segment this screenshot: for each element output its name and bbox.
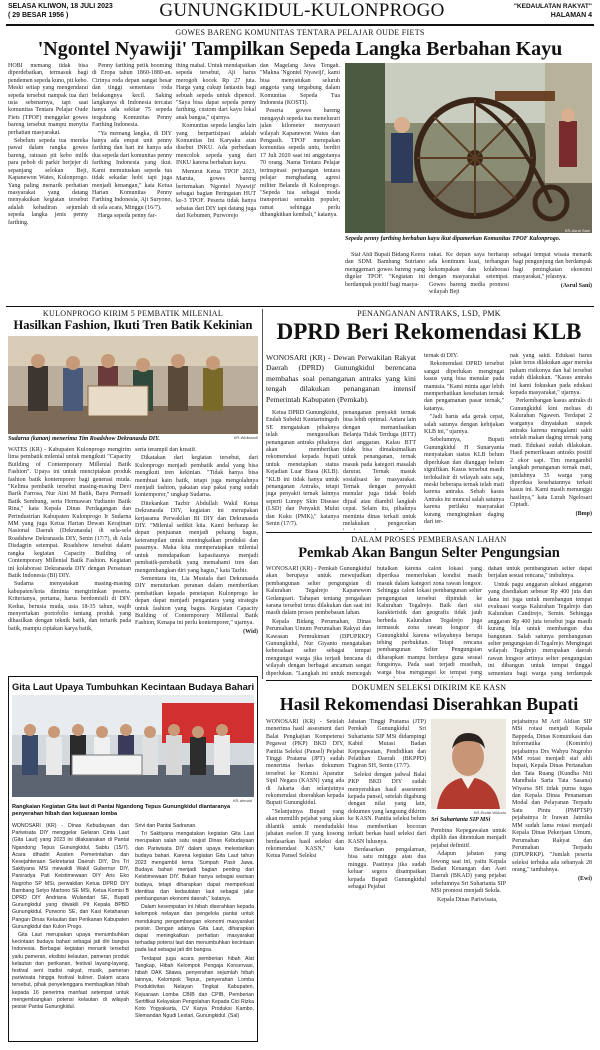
divider-3 <box>266 680 592 681</box>
art6-c3-p1: Pembina Kepegawaian untuk dipilih dan ditentukan menjadi pejabat definitif. <box>431 828 506 849</box>
art1-col3 <box>176 63 256 303</box>
divider-1 <box>6 306 594 307</box>
art6-c4-p1: pejabatnya M Arif Aldian SIP MSi rotasi menjadi Kepala Bappeda, Dinas Komunikasi dan Informatika (Kominfo) pejabatnya Drs Wahyu Nugroho MM rotasi menjadi staf ahli bupati, Kepala Dinas Pertanahan dan Tata Ruang (Kundha Niti Mandhala Sarta Tata Sasana) Wiyarsa SH tidak purna tugas dan Kepala Dinas Penanaman Modal dan Pelayanan Terpadu Satu Pintu (PMPTSP) pejabatnya Ir Irawan Jatmika MM sudah lama rotasi menjadi Kepala Dinas Pekerjaan Umum, Perumahan Rakyat dan Perumahan Terpadu (DPUPRKP). "Jumlah peserta seleksi terbuka ada sebanyak 28 orang," tambahnya. <box>512 719 592 874</box>
art3-c3-p3: "Jadi harus ada gerak cepat, salah satunya dengan kebijakan KLB ini," ujarnya. <box>424 414 504 436</box>
art2-c2-p1: serta terampil dan kreatif. <box>135 447 197 453</box>
art3-col2 <box>343 410 416 530</box>
art5-c2-p2: Tri Saktiyana mengatakan kegiatan Gita Laut merupakan salah satu wujud Dinas Kebudayaan dan Pariwisata DIY dalam upaya melestarikan budaya bahari. Karena kegiatan Gita Laut tahun 2023 mengambil tema 'Sumpah Pasir Jawa. Budaya bahari menjadi bagian penting dari Keistimewaan DIY. Bukan hanya sebagai warisan budaya, tetapi diharapkan dapat memperkuat identitas dan kedaulatan laut sebagai jalur pembangunan ekonomi daerah," katanya. <box>135 831 254 903</box>
art1-col4 <box>260 63 340 303</box>
art6-c1-p1: WONOSARI (KR) - Setelah menerima hasil assesment dari Balai Pengkajian Kompetensi Pegawai (PKP) BKD DIY, Panitia Seleksi (Pansel) Pejabat Tinggi Pratama (JPT) sudah menerima berkas dokumen tersebut ke Komisi Aparatur Sipil Negara (KASN) yang ada di Jakarta dan selanjutnya rekomendasi diserahkan kepada Bupati Gunungkidul. <box>266 719 344 807</box>
art3-c3-p1: ternak di DIY. <box>424 353 459 359</box>
art5-col1 <box>12 823 129 1038</box>
art3-c4-p2: Perkembangan kasus antraks di Gunungkidul kini meluas di Kalurahan Ngawen. Terdapat 2 warganya dinyatakan suspek antraks karena mengalami sakit setelah makan daging ternak yang mati. Edukasi sudah dilakukan. Hasil pemeriksaan antraks positif 2 ekor sapi. Tim mengambil langkah penanganan ternak mati, jumlahnya 35 warga yang diperiksa kesehatannya terkait kasus ini. Kami masih menunggu hasilnya," kata Lurah Ngelosari Ciptadi. <box>510 398 592 509</box>
portrait-illustration <box>431 719 506 809</box>
art1-c7-byline: (Asrul Sani) <box>560 282 592 289</box>
art5-c2-p3: Dalam kesempatan ini hibah diserahkan kepada kelompok nelayan dan pengelola pantai untuk mendukung pengembangan ekonomi masyarakat pesisir. Dengan adanya Gita Laut, diharapkan dapat meningkatkan perhatian masyarakat terhadap potensi laut dan menumbuhkan kecintaan pada laut sebagai jati diri bangsa. <box>135 904 254 954</box>
art6-c3-p2: Adapun jabatan yang lowong saat ini, yaitu Kepala Badan Keuangan dan Aset Daerah (BKAD) yang pejabat sebelumnya Sri Suhartanta SIP MSi promosi menjadi Sekda. <box>431 851 506 895</box>
art2-photo-credit: KR-Widiastuti <box>233 435 258 440</box>
art5-photo-credit: KR-ahmad <box>232 798 252 803</box>
art2-c2-p4: Sementara itu, Lia Mustafa dari Dekranasda DIY menuturkan peranan dalam memberikan pembatikan kepada penetapan Kulonprogo ke depan dapat menjadi pengantara yang strategis untuk fashion yang bagus. Kegiatan Capacity Building of Contemporary Millenial Batik Fashion, Kenapa ini perlu kontemporer," ujarnya. <box>135 575 258 627</box>
art1-col7 <box>513 252 592 304</box>
art6-c1-p2: "Selanjutnya Bupati yang akan memilih pejabat yang akan dilantik untuk mendudukki jabatan eselon II yang kosong berdasarkan hasil seleksi dan rekomendasi KASN," kata Ketua Pansel Seleksi <box>266 808 344 860</box>
art6-col1 <box>266 719 344 1042</box>
art1-col2 <box>92 63 172 303</box>
art5-headline: Gita Laut Upaya Tumbuhkan Kecintaan Budaya Bahari <box>12 681 255 692</box>
art5-c1-p2: Gita Laut merupakan upaya menumbuhkan kecintaan budaya bahari sebagai jati diri bangsa Indonesia. Berbagai kegiatan menarik tersebut yaitu pameran, eksibisi kelautan, pameran produk kelautan dan perikanan, festival layang-layang, festival seni tradisi rakyat, musik, pameran pariwisata hingga festival kuliner. Dalam acara tersebut, pihak penyelenggara membagikan hibah kepada 16 penerima manfaat setempat untuk mengembangkan potensi kelautan di wilayah pesisir Pantai Gunungkidul. <box>12 932 129 1011</box>
art3-lead: WONOSARI (KR) - Dewan Perwakilan Rakyat Daerah (DPRD) Gunungkidul berencana membahas soal penanganan antraks yang kini tengah dilakukan penanganan intensif Pemerintah Kabupaten (Pemkab). <box>266 353 416 404</box>
art3-c1-p1: Ketua DPRD Gunungkidul, Endah Subekti Kuntariningsih SE mengatakan pihaknya telah mengusulkan penanganan antraks pihaknya akan memberikan rekomendasi kepada bupati untuk menetapkan status Kejadian Luar Biasa (KLB). "KLB ini tidak hanya untuk penanganan Antraks, tetapi juga penyakit ternak lainnya seperti Lumpy Skin Disease (LSD) dan Penyakit Mulut dan Kuku (PMK)," katanya Senin (17/7). <box>266 410 339 528</box>
art6-caption: Sri Suhartanta SIP MSi <box>431 817 491 823</box>
art1-c1-p1: HOBI memang tidak bisa diperdebatkan, termasuk bagi pendemen sepeda kuno, pit kebo. Meski setiap yang mengendarai sepeda tersebut nampak tua dari usia sebenarnya, tapi saat komunitas Tentara Pelajar Oude Fiets (TPOF) menggelar gowes bareng tersebut mampu menyita perhatian masyarakat. <box>8 63 88 136</box>
art3-headline: DPRD Beri Rekomendasi KLB <box>276 319 582 344</box>
art1-c2-p2: "Ya memang langka, di DIY hanya ada empat unit penny farthing dan hari ini hanya ada dua sepeda dari komunitas penny farthing Indonesia yang ikut. Kami memutuskan sepeda tua tidak sekadar hobi tapi juga menjadi kenangan," kata Ketua Harian Komunitas Penny Farthing Indonesia, Aji Suryono, di sela acara, Minggu (16/7). <box>92 130 172 211</box>
art6-col2 <box>348 719 426 1042</box>
masthead-rule <box>6 24 594 26</box>
art1-c1-p2: Sebelum sepeda tua mereka pawai dalam rangka gowes bareng, ratusan pit kebo milik para peboh di parkir berjejer di sepanjang selokan Beji, Kapanewon Wates, Kulonprogo. Yang paling menarik perhatian masyarakat yang datang menyaksikan kegiatan tersebut adalah kehadiran sejumlah sepeda langka jenis penny farthing. <box>8 138 88 226</box>
penny-farthing-illustration <box>345 63 592 233</box>
art2-photo-roadshow <box>8 336 258 434</box>
art1-col5 <box>345 252 425 304</box>
art2-c1-p2: Sudarna menyatakan masing-masing kabupaten/kota diminta mengirimkan peserta. Kriterianya, pertama, harus berdomisili di DIY. Kedua, berusia muda, usia 18-35 tahun, wajib menyertakan portofolio tentang produk yang dihasilkan dengan teknik batik, dan tertarik pada batik, mampu ciptakan karya batik, <box>8 581 131 632</box>
art2-headline: Hasilkan Fashion, Ikuti Tren Batik Kekinian <box>13 318 253 332</box>
art2-kicker: KULONPROGO KIRIM 5 PEMBATIK MILENIAL <box>42 309 224 318</box>
art1-kicker: GOWES BARENG KOMUNITAS TENTARA PELAJAR OUDE FIETS <box>175 28 425 37</box>
art5-c2-p1: Srivi dan Pantai Sadranan. <box>135 823 197 829</box>
art6-headline: Hasil Rekomendasi Diserahkan Bupati <box>279 694 579 714</box>
art2-col2 <box>135 447 258 671</box>
art1-col6 <box>429 252 509 304</box>
art1-col1 <box>8 63 88 303</box>
art6-c2-p1: Jabatan Tinggi Pratama (JTP) Pemkab Gunungkidul Sri Suhartanta SIP MSi didampingi Kabid Mutasi Badan Kepegawaian, Pendidikan dan Pelatihan Daerah (BKPPD) Tugiran SH, Senin (17/7). <box>348 719 426 770</box>
art4-col1 <box>266 566 371 678</box>
art3-c4-byline: (Bmp) <box>575 510 592 517</box>
art1-photo-penny-farthing <box>345 63 592 233</box>
roadshow-illustration <box>8 336 258 434</box>
vdivider-left <box>262 309 263 679</box>
art1-c4-p1: dan Magelang Jawa Tengah. "Makna 'Ngontel Nyawiji', kami bisa menyatukan seluruh anggota yang tergabung dalam Komunitas Sepeda Tua Indonesia (KOSTI). <box>260 63 340 107</box>
art1-headline: 'Ngontel Nyawiji' Tampilkan Sepeda Langka Berbahan Kayu <box>37 38 563 60</box>
art6-col3 <box>431 828 506 1042</box>
art5-col2 <box>135 823 254 1038</box>
art6-c2-p3: Berdasarkan pengalaman, bisa satu minggu atau dua minggu. Pastinya jika sudah keluar segera disampaikan kepada Bupati Gunungkidul sebagai Pejabat <box>348 846 426 890</box>
masthead-date-alt: ( 29 BESAR 1956 ) <box>8 12 69 19</box>
art5-caption: Rangkaian Kegiatan Gita laut di Pantai Ngandong Tepus Gunungkidul diantaranya penyerahan hibah dan kejuaraan lomba <box>12 804 231 817</box>
art6-c2-p2: Seleksi dengan jadwal Balai PKP BKD DIY sudah menyerahkan hasil assesment kepada pansel, setelah digabung dengan nilai yang lain, dokumen yang langsung dikirim ke KASN. Panitia seleksi belum bisa memberikan bocoran terkait berkas hasil seleksi dari KASN lulusnya. <box>348 771 426 845</box>
art1-photo-credit: KR-Asrul Sani <box>564 228 590 233</box>
art1-c3-p1: thing mahal. Untuk mendapatkan sepeda tersebut, Aji harus merogoh kocek Rp 27 juta. Harga yang cukup fantastis bagi sebuah sepeda untuk dipencel. "Saya bisa dapat sepeda penny farthing, custom dari kayu lokal anak bangsa," ujarnya. <box>176 63 256 121</box>
art3-c3-p2: Rekomendasi DPRD tersebut sangat diperlukan mengingat kasus yang bisa menular pada manusia. "Kami minta agar lebih memperhatikan kesehatan ternak dan pengamanan pasar ternak," katanya. <box>424 361 504 412</box>
art4-col2 <box>377 566 482 678</box>
art6-kicker: DOKUMEN SELEKSI DIKIRIM KE KASN <box>351 683 507 692</box>
art4-kicker: DALAM PROSES PEMBEBASAN LAHAN <box>351 535 507 544</box>
masthead-publication: "KEDAULATAN RAKYAT" <box>513 3 592 10</box>
art2-col1 <box>8 447 131 671</box>
art1-c2-p1: Penny farthing petik booming di Eropa tahun 1860-1880-an. Cirinya roda depan sangat besar dan tinggi sementara roda belakangnya kecil. Saking langkanya di Indonesia tercatat hanya ada sekitar 75 sepeda tergabung Komunitas Penny Farthing Indonesia. <box>92 63 172 129</box>
gita-laut-illustration <box>12 695 254 797</box>
art2-caption: Sudarna (kanan) menerima Tim Roadshow Dekranasda DIY. <box>8 436 160 442</box>
art3-c2-p1: penanganan penyakit ternak bisa lebih optimal. Antara lain dengan memanfaatkan Belanja Tidak Terduga (BTT) dari anggaran. Kalau BTT tidak bisa dimaksimalkan untuk penanganan, ternak masuk pada kategori masalah darurat. Ternak masuk sosialisasi ke masyarakat. Ternak dengan penyakit menular juga tidak boleh dijual atau diambil langkah cepat. Selain itu, pihaknya meminta dinas terkait untuk melakukan pengecekan <box>343 410 416 528</box>
art3-c1-p2 <box>266 530 339 531</box>
art4-c2-p1: butalkan karena calon lokasi yang diperiksa memerlukan kondisi masih masuk dalam kategori zona rawan longsor. Sehingga calon lokasi pembangunan selter pengungsian tersebut dipindah ke Kalurahan Tegalrejo. Baik dari sisi karakteristik dan geografis tidak jauh berbeda. Kalurahan Tegalrejo juga termasuk zona rawan longsor di Gunungkidul karena wilayahnya berupa tebing perbukitan. Tetapi rencana pembangunan Selter Pengungsian diharapkan mampu berdaya guna sesuai fungsinya. Pada saat terjadi musibah, warga bisa mengungsi ke tempat yang <box>377 566 482 676</box>
art4-col3 <box>488 566 592 678</box>
masthead-date: SELASA KLIWON, 18 JULI 2023 <box>8 3 113 10</box>
art2-c2-p3: Ditekankan Tazbir Abdullah Wakil Ketua Dekranasda DIY, kegiatan ini merupakan kerjasama Perwakilan BI DIY dan Dekranasda DIY. "Milenial sedikit kita. Kami berharap ke depan penjuanan menjadi peluang bagus, keterampilan untuk meningkatkan produksi dan pasarnya. Maka kita memperatapkan milenial untuk mendapatkan kapasitasnya menjadi pembatik-pembatik yang memahami tren dan mengembangkan diri yang bagus," kata Tazbir. <box>135 500 258 574</box>
art1-caption: Sepeda penny farthing berbahan kayu ikut dipamerkan Komunitas TPOF Kulonprogo. <box>345 236 561 242</box>
art4-c3-p2: Untuk pagu anggaran alokasi anggaran yang disediakan sebesar Rp 400 juta dan dana ini juga untuk membangun tempat evakuasi warga Kalurahan Tegalrejo dan Kalurahan Candirejo, Semin. Sehingga anggaran Rp 400 juta tersebut juga masih kurang bila untuk membangun dua bangunan. Salah satunya pembangunan selter pengungsian di Tegalrejo. Mengingat wilayah Tegalrejo merupakan daerah rawan longsor artinya selter pengungsian ini dibangun untuk tempat tinggal sementara bagi warga yang terdampak <box>488 581 592 677</box>
divider-2 <box>266 532 592 533</box>
art4-c1-p1: WONOSARI (KR) - Pemkab Gunungkidul akan berupaya untuk mewujudkan pembangunan selter pengungsian di Kalurahan Tegalrejo Kapanewon Gedangsari. Tahapan tentang pengadaan sarana tersebut terus dilakukan dan saat ini masih dalam proses pembebasan lahan. <box>266 566 371 617</box>
art6-photo-credit: KR-Endar Widodo <box>473 810 506 815</box>
art5-photo-gita-laut <box>12 695 254 797</box>
art1-c6-p1: rakat. Ke depan saya berharap ada kontinum kuat, terbangun kekompakan dan kolaborasi dengan masyarakat setempat. Gowes bareng media promosi wilayah Beji <box>429 252 509 296</box>
art1-c2-p3: Harga sepeda penny far- <box>98 213 157 220</box>
art1-c3-p2: Komunitas sepeda langka lain yang berpartisipasi adalah Komunitas Ini Karyaku atau disebut INKU. Ada perbedaan mencolok sepeda yang dari INKU karena berbahan kayu. <box>176 123 256 167</box>
art3-col1 <box>266 410 339 530</box>
art2-c2-byline: (Wid) <box>243 628 258 635</box>
art6-c3-p3: Kepala Dinas Pariwisata, <box>437 896 498 903</box>
art3-col3 <box>424 353 504 530</box>
art1-c4-p2: Peserta gowes bareng mengayuh sepeda tua menelusuri jalan kilometer menyusuri wilayah Kapanewon Wates dan Pengasih. TPOF merupakan komunitas sepeda untu, berdiri 17 Juli 2020 saat ini anggotanya 70 orang. Nama Tentara Pelajar terinspirasi perjuangan tentara pelajar menghadang agresi militer Belanda di Kulonprogo. "Sepeda tua sebagai moda transportasi semakin populer, ramai sehingga perlu dibangkitkan kembali," katanya. <box>260 108 340 219</box>
art3-c3-p4: Sebelumnya, Bupati Gunungkidul H Sunaryanta menyatakan status KLB belum diperlukan dan dianggap belum signifikan. Kasus tersebut masih terlokalisir di wilayah satu saja, meski beberapa ternak telah mati karena antraks. Sebab kasus Antraks ini muncul salah satunya karena perilaku masyarakat kurang menginginkan daging dari ter- <box>424 437 504 525</box>
art4-c3-p1: dahan untuk pembangunan selter dapat berjalan sesuai rencana," imbuhnya. <box>488 566 592 580</box>
art6-c4-byline: (Ewi) <box>578 875 592 882</box>
art3-c4-p1: nak yang sakit. Edukasi harus jalan terus dilakukan agar mereka paham risikonya dan hal tersebut sudah dilakukan. "Kasus antraks ini kami fokuskan pada edukasi kepada masyarakat," ujarnya. <box>510 353 592 397</box>
art2-c2-p2: Dikatakan dari kegiatan tersebut, dari Kulonprogo menjadi pembatik andal yang bisa mengikuti tren kekinian. "Tidak hanya bisa membuat kain batik, tetapi juga mengolahnya menjadi fashion, pakaian siap pakai yang sudah kontemporer," ungkap Sudarna. <box>135 455 258 499</box>
art6-col4 <box>512 719 592 1042</box>
art2-c1-p1: WATES (KR) - Kabupaten Kulonprogo mengirim lima pembatik milenial untuk mengikuti "Capacity Building of Contemporary Millenial Batik Fashion". Upaya ini untuk menciptakan produk fashion batik kontemporer bagi generasi muda. "Kelima pembatik tersebut masing-masing Devi Barik Farrosa, Nur Aini M Batik, Bayu Permadi Batik Sembung, serta Hermawan Yudianto Batik Rina," kata Kepala Dinas Perdagangan dan Perindustrian Kabupaten Kulonprogo Ir Sudarna MM yang juga Ketua Harian Dewan Kerajinan Nasional Daerah (Dekranasda) di sela-sela Roadshow Dekranasda DIY, Senin (17/7), di Aula Disdagrin setempat. Roadshow tersebut dalam rangka kegiatan Capacity Building of Contemporary Millenial Batik Fashion. Kegiatan ini kolaborasi Dekranasda DIY dengan Persatuan Batik Indonesia (BI) DIY. <box>8 447 131 579</box>
art6-portrait-photo <box>431 719 506 809</box>
art5-c2-p4: Terdapat juga acara pemberian hibah Alat Tangkap, Hibah Kelompok Pengaja Konservasi, hibah DAK Sitawa, penyerahan sejumlah hibah lainnya, Kelompok Tepus, penyerahan Lomba Produktivitas Nelayan Tingkat Kabupaten, Kejuaraan Lomba CBIB dan CPIB, Pemberian Sertifikat Kelayakan Pengolahan Kepada Cici Rizka Koto Yogyakarta, CV Karya Produksi Kambo, Slemandan Ngudi Lestari, Gunungkidul. (Sal) <box>135 955 254 1020</box>
art1-c5-p1: Staf Ahli Bupati Bidang Keera dan SDM. Bambang Sutriano menggemari gowes bareng yang digelar TPOF. "Kegiatan ini berdampak positif bagi masya- <box>345 252 425 288</box>
art1-c7-p1: sebagai tempat wisata menarik bagi pengunjung dan berdampak bagi peningkatan ekonomi masyarakat," jelasnya. <box>513 252 592 281</box>
art3-col4 <box>510 353 592 530</box>
art4-headline: Pemkab Akan Bangun Selter Pengungsian <box>298 545 560 561</box>
masthead-title: GUNUNGKIDUL-KULONPROGO <box>159 0 445 21</box>
art1-c3-p3: Menurut Ketua TPOF 2023, Maruta, gowes bareng bertemakan 'Ngontel Nyawiji' sebagai bagian Peringatan HUT ke-3 TPOF. Peserta tidak hanya sebatas dari DIY tapi datang juga dari Kebumen, Purworejo <box>176 168 256 220</box>
art4-c1-p2: Kepala Bidang Perumahan, Dinas Perumahan Umum Perumahan Rakyat dan Kawasan Permukiman (DPUPRKP) Gunungkidul, Nur Giyanto mengatakan keberadaan selter sebagai tempat mengungsi warga jika terjadi bencana di wilayah dengan berbagai ancaman sangat diperlukan. "Langkah ini untuk mencegah <box>266 618 371 677</box>
art3-kicker: PENANGANAN ANTRAKS, LSD, PMK <box>357 309 501 318</box>
masthead-page: HALAMAN 4 <box>550 12 592 19</box>
art5-c1-p1: WONOSARI (KR) - Dinas Kebudayaan dan Pariwisata DIY menggelar Gelaran Cinta Laut (Gita Laut) yang 2023 ini dilaksanakan di Pantai Ngandong Tepus Gunungkidul, Sabtu (15/7). Acara dihadiri Asisten Pemerintahan dan Kesejahteraan Sekretariat Daerah DIY, Drs Tri Saktiyana MSi mewakili Wakil Gubernur DIY, Paniradya Pati Keistimewaan DIY Aris Eko Nugroho SP MSi, perwakilan Ketua DPRD DIY Bambang Setyo Martono SE MSi, Ketua Komisi B DPRD DIY Andriana Wulandari SE, Bupati Gunungkidul yang diwakili Pit Kepala BPBD Gunungkidul, Purwono SE, dan Kasi Ketahanan Pangan Dinas Kelautan dan Perikanan Kabupaten Gunungkidul dan Kulon Progo. <box>12 823 129 930</box>
